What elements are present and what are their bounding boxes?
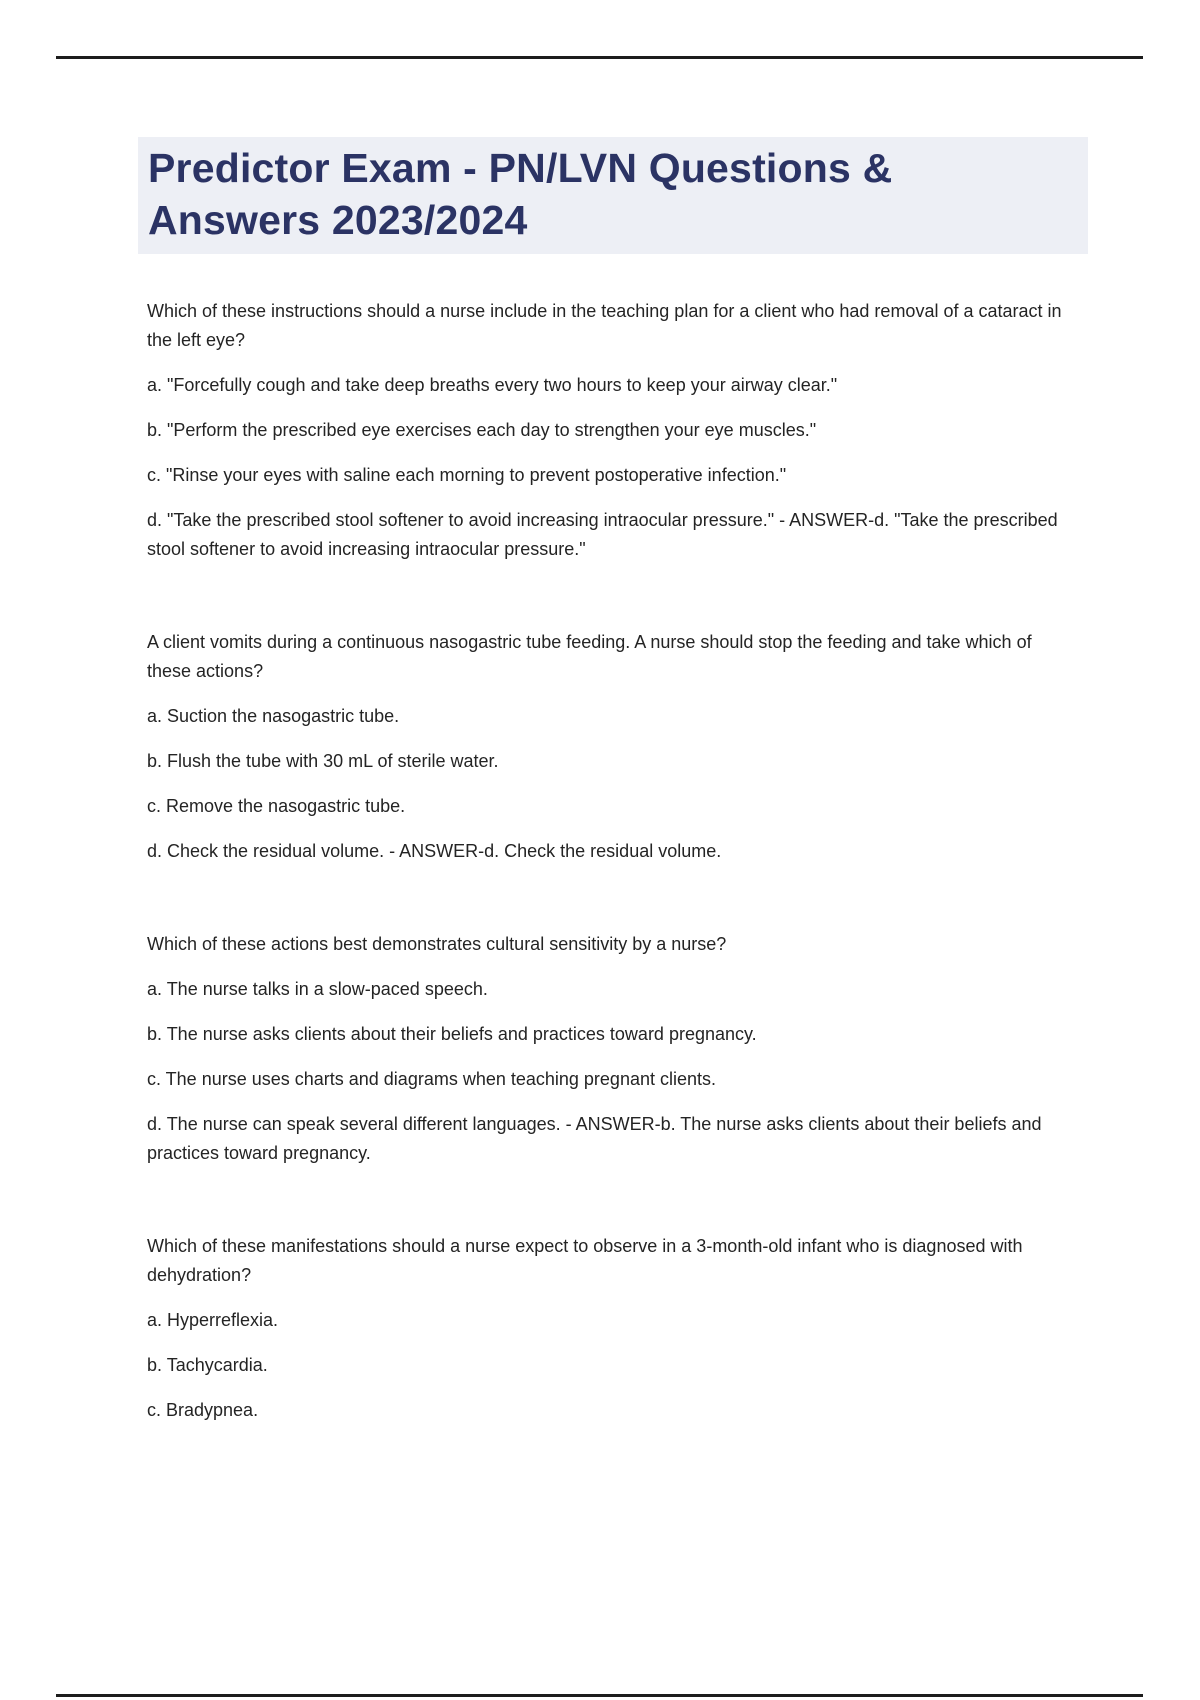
question-text: Which of these instructions should a nurse include in the teaching plan for a client who had removal of a cataract in the left eye? bbox=[147, 301, 1062, 350]
top-horizontal-rule bbox=[56, 56, 1143, 59]
answer-option: b. Tachycardia. bbox=[147, 1355, 268, 1375]
question-text: Which of these manifestations should a nurse expect to observe in a 3-month-old infant who is diagnosed with dehydration? bbox=[147, 1236, 1023, 1285]
answer-option: c. Remove the nasogastric tube. bbox=[147, 796, 406, 816]
answer-option: a. Suction the nasogastric tube. bbox=[147, 706, 400, 726]
answer-option: c. The nurse uses charts and diagrams when teaching pregnant clients. bbox=[147, 1069, 716, 1089]
answer-option: a. The nurse talks in a slow-paced speech. bbox=[147, 979, 488, 999]
question-text: Which of these actions best demonstrates cultural sensitivity by a nurse? bbox=[147, 934, 727, 954]
answer-option: b. The nurse asks clients about their beliefs and practices toward pregnancy. bbox=[147, 1024, 757, 1044]
document-body bbox=[147, 253, 1067, 1441]
bottom-horizontal-rule bbox=[56, 1694, 1143, 1697]
answer-option: b. Flush the tube with 30 mL of sterile water. bbox=[147, 751, 499, 771]
answer-option: b. "Perform the prescribed eye exercises each day to strengthen your eye muscles." bbox=[147, 420, 817, 440]
answer-option: c. "Rinse your eyes with saline each morning to prevent postoperative infection." bbox=[147, 465, 787, 485]
answer-option: c. Bradypnea. bbox=[147, 1400, 259, 1420]
answer-option: d. "Take the prescribed stool softener to avoid increasing intraocular pressure." - ANSWER-d. "Take the prescribed stool softener to avoid increasing intraocular pressure." bbox=[147, 510, 1058, 559]
answer-option: a. "Forcefully cough and take deep breaths every two hours to keep your airway clear." bbox=[147, 375, 838, 395]
answer-option: d. Check the residual volume. - ANSWER-d. Check the residual volume. bbox=[147, 841, 722, 861]
answer-option: d. The nurse can speak several different languages. - ANSWER-b. The nurse asks clients about their beliefs and practices toward pregnancy. bbox=[147, 1114, 1042, 1163]
page-title: Predictor Exam - PN/LVN Questions & Answers 2023/2024 bbox=[138, 137, 1088, 254]
answer-option: a. Hyperreflexia. bbox=[147, 1310, 279, 1330]
question-text: A client vomits during a continuous nasogastric tube feeding. A nurse should stop the feeding and take which of these actions? bbox=[147, 632, 1032, 681]
